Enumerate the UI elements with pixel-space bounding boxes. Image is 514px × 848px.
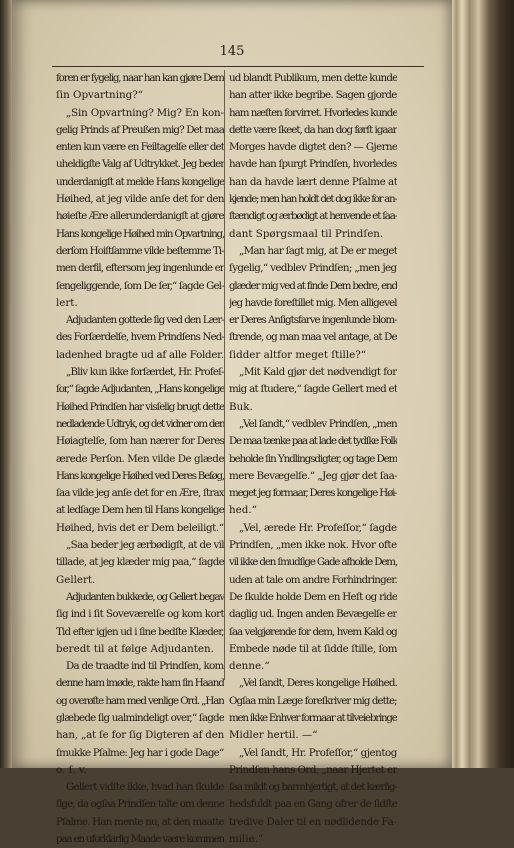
text-line: ſtændigt og ærbødigt at henvende et ſaa- — [229, 210, 397, 223]
text-line: „Vel ſandt, Deres kongelige Høihed. — [239, 677, 397, 690]
text-line: foren er ſygelig, naar han kan gjøre Dem — [56, 72, 224, 84]
text-line: Hans kongelige Høihed ved Deres Beſøg, — [56, 469, 224, 482]
text-line: milie.“ — [229, 833, 264, 846]
text-line: denne.“ — [229, 660, 270, 673]
text-line: „Mit Kald gjør det nødvendigt for — [239, 366, 397, 379]
text-line: ſig ind i ſit Soveværelſe og kom kort — [56, 608, 224, 621]
text-line: tillade, at jeg klæder mig paa,“ ſagde — [56, 556, 224, 569]
page-number: 145 — [219, 44, 245, 59]
text-line: ſtrende, og man maa vel antage, at De — [229, 331, 397, 344]
text-line: uden at tale om andre Forhindringer. — [229, 573, 397, 586]
left-text-column — [56, 70, 224, 848]
text-line: gelig Prinds af Preußen mig? Det maa — [56, 123, 224, 136]
text-line: „Vel ſandt, Hr. Profeſſor,“ gjentog — [239, 746, 397, 759]
text-line: han atter ikke begribe. Sagen gjorde — [229, 89, 397, 102]
text-line: høieſte Ære allerunderdanigſt at gjøre — [56, 210, 224, 223]
text-line: dette være ſkeet, da han dog førſt igaar — [229, 123, 397, 136]
text-line: derſom Hoiſtſamme vilde beſtemme Ti- — [56, 244, 224, 257]
text-line: han, „at ſe for ſig Digteren af den — [56, 729, 224, 742]
text-line: underdanigſt at melde Hans kongelige — [56, 175, 224, 188]
text-line: ham næſten forvirret. Hvorledes kunde — [229, 106, 397, 119]
text-line: men derfil, eftersom jeg ingenlunde er — [56, 262, 224, 275]
text-line: hed.“ — [229, 504, 257, 517]
text-line: uheldigſte Valg af Udtrykket. Jeg beder — [56, 158, 224, 171]
text-line: ud blandt Publikum, men dette kunde — [229, 72, 397, 84]
right-text-column — [229, 70, 397, 848]
text-line: ſidder altfor meget ſtille?“ — [229, 348, 367, 361]
text-line: nedladende Udtryk, og det vidner om den — [56, 417, 224, 430]
text-line: paa en uforklarlig Maade være kommen — [56, 833, 224, 846]
text-line: ſige, da ogſaa Prindſen talte om denne — [56, 798, 224, 811]
text-line: „Saa beder jeg ærbødigſt, at de vil — [66, 539, 224, 552]
text-line: ærede Perſon. Men vilde De glæde — [56, 452, 224, 465]
text-line: mere Bevægelſe.“ „Jeg gjør det ſaa- — [229, 469, 397, 482]
text-line: enten kun være en Feiltagelſe eller det — [56, 141, 224, 154]
text-line: Midler hertil. —“ — [229, 729, 318, 742]
text-line: ſygelig,“ vedblev Prindſen; „men jeg — [229, 262, 397, 275]
text-line: De ſkulde holde Dem en Heſt og ride — [229, 590, 397, 603]
text-line: Pſalme. Han mente nu, at den maatte — [56, 815, 224, 828]
text-line: ſengeliggende, ſom De ſer,“ ſagde Gel- — [56, 279, 224, 292]
text-line: vil ikke den ſmudſige Gade afholde Dem, — [229, 556, 397, 569]
text-line: dant Spørgsmaal til Prindſen. — [229, 227, 384, 240]
text-line: at ledſage Dem hen til Hans kongelige — [56, 504, 224, 517]
text-line: Adjudanten bukkede, og Gellert begav — [66, 590, 224, 603]
book-page — [12, 0, 452, 846]
text-line: „Vel, ærede Hr. Profeſſor,“ ſagde — [239, 521, 397, 534]
text-line: han da havde lært denne Pſalme at — [229, 175, 397, 188]
text-line: ſin Opvartning?“ — [56, 89, 143, 102]
text-line: Adjudanten gottede ſig ved den Lær- — [66, 314, 224, 327]
text-line: Buk. — [229, 400, 253, 413]
text-line: „Vel ſandt,“ vedblev Prindſen, „men — [239, 417, 397, 430]
text-line: Høihed, at jeg vilde anſe det for den — [56, 193, 224, 206]
text-line: Da de traadte ind til Prindſen, kom — [66, 660, 224, 673]
text-line: glæder mig ved at finde Dem bedre, end — [229, 279, 397, 292]
text-line: Embede nøde til at ſidde ſtille, ſom — [229, 642, 397, 655]
text-line: De maa tænke paa at lade det tydſke Folk — [229, 435, 397, 448]
text-line: Gellert. — [56, 573, 96, 586]
text-line: er Deres Anſigtsfarve ingenlunde blom- — [229, 314, 397, 327]
text-line: hedsfuldt paa en Gang ofrer de ſidſte — [229, 798, 397, 811]
text-line: havde han ſpurgt Prindſen, hvorledes — [229, 158, 397, 171]
text-line: Gellert vidſte ikke, hvad han ſkulde — [66, 781, 224, 794]
text-line: denne ham imøde, rakte ham ſin Haand — [56, 677, 224, 690]
text-line: beredt til at følge Adjudanten. — [56, 642, 214, 655]
text-line: „Sin Opvartning? Mig? En kon- — [66, 106, 224, 119]
text-line: tredive Daler til en nødlidende Fa- — [229, 815, 397, 828]
text-line: Prindſen, „men ikke nok. Hvor ofte — [229, 539, 397, 552]
text-line: mig at ſtudere,“ ſagde Gellert med et — [229, 383, 397, 396]
text-line: ladenhed bragte ud af alle Folder. — [56, 348, 224, 361]
text-line: beholde ſin Yndlingsdigter, og tage Dem — [229, 452, 397, 465]
text-line: ſor,“ ſagde Adjudanten, „Hans kongelige — [56, 383, 224, 396]
text-line: lert. — [56, 296, 78, 309]
text-line: ſaa velgjørende for dem, hvem Kald og — [229, 625, 397, 638]
text-line: Hans kongelige Høihed min Opvartning, — [56, 227, 224, 240]
text-line: Høihed Prindſen har visſelig brugt dette — [56, 400, 224, 413]
text-line: „Bliv kun ikke forſærdet, Hr. Profeſ- — [66, 366, 224, 379]
text-line: ſaa vilde jeg anſe det for en Ære, ſtrax — [56, 487, 224, 500]
column-divider — [224, 70, 225, 680]
text-line: des Forſærdelſe, hvem Prindſens Ned- — [56, 331, 224, 344]
text-line: daglig ud. Ingen anden Bevægelſe er — [229, 608, 397, 621]
text-line: Prindſen hans Ord, „naar Hjertet er — [229, 763, 397, 776]
text-line: Høiagtelſe, ſom han nærer for Deres — [56, 435, 224, 448]
text-line: Tid efter igjen ud i ſine bedſte Klæder, — [56, 625, 224, 638]
text-line: „Man har ſagt mig, at De er meget — [239, 244, 397, 257]
header-rule — [52, 66, 424, 67]
text-line: glæbede ſig ualmindeligt over,“ ſagde — [56, 711, 224, 724]
text-line: Høihed, hvis det er Dem beleiligt.“ — [56, 521, 224, 534]
text-line: ſmukke Pſalme: Jeg har i gode Dage“ — [56, 746, 224, 759]
text-line: meget jeg formaar, Deres kongelige Høi- — [229, 487, 397, 500]
text-line: jeg havde foreſtillet mig. Men alligevel — [229, 296, 397, 309]
text-line: Morges havde digtet den? — Gjerne — [229, 141, 397, 154]
text-line: ſaa mildt og barmhjertigt, at det kærlig- — [229, 781, 397, 794]
text-line: og overøſte ham med venlige Ord. „Han — [56, 694, 224, 707]
text-line: Ogſaa min Læge foreſkriver mig dette; — [229, 694, 397, 707]
left-binding-margin — [0, 0, 12, 768]
text-line: o. ſ. v. — [56, 763, 87, 776]
text-line: kjende; men han holdt det dog ikke for an- — [229, 193, 397, 206]
text-line: men ikke Enhver formaar at tilveiebringe — [229, 711, 397, 724]
